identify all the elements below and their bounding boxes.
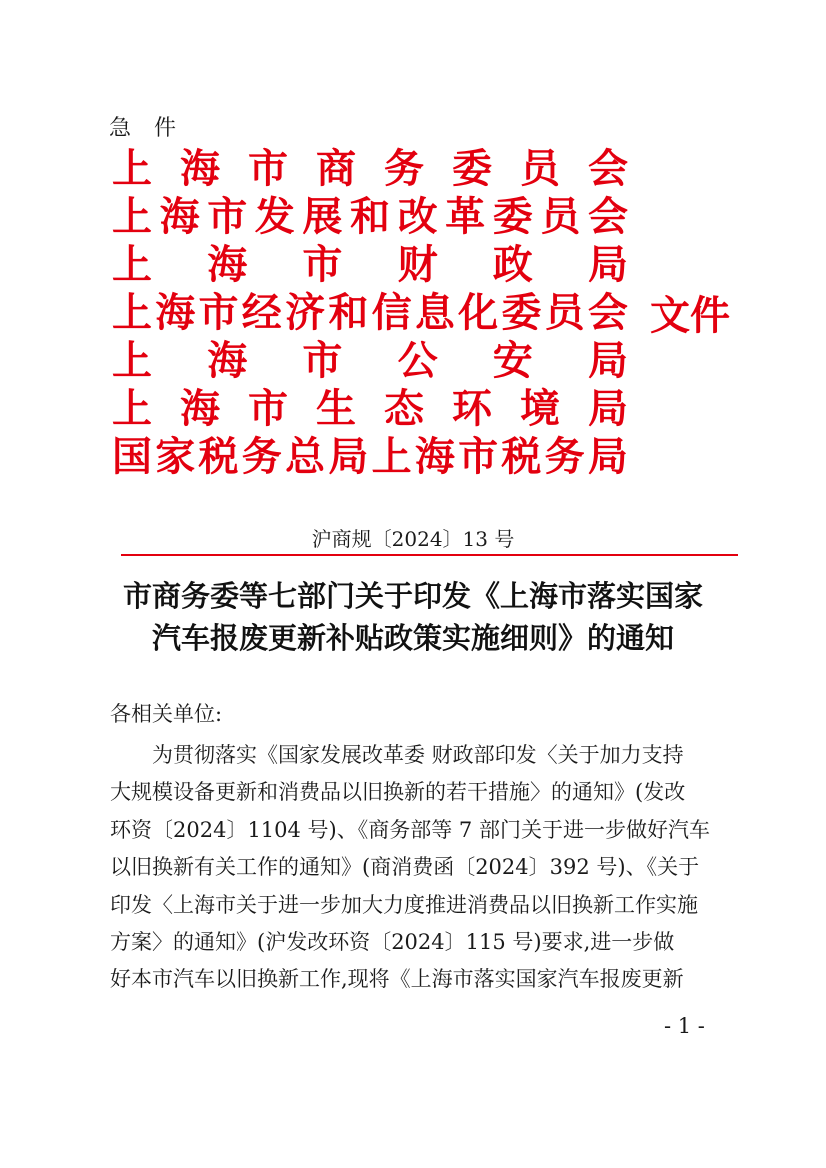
issuer-char: 海 <box>180 385 220 432</box>
issuer-char: 财 <box>397 241 438 288</box>
issuer-char: 员 <box>520 145 560 192</box>
issuer-line <box>112 289 628 337</box>
issuer-char: 化 <box>458 289 499 336</box>
urgency-label: 急 件 <box>109 116 184 141</box>
issuer-char: 上 <box>112 241 152 288</box>
issuer-char: 态 <box>384 385 424 432</box>
issuer-char: 国 <box>112 433 152 480</box>
issuer-char: 市 <box>248 145 288 192</box>
issuing-agencies <box>112 145 628 481</box>
issuer-char: 上 <box>112 289 152 336</box>
body-line: 环资〔2024〕1104 号)、《商务部等 7 部门关于进一步做好汽车 <box>110 817 710 842</box>
issuer-char: 上 <box>112 385 152 432</box>
issuer-char: 员 <box>540 193 581 240</box>
issuer-char: 生 <box>316 385 356 432</box>
body-line: 好本市汽车以旧换新工作,现将《上海市落实国家汽车报废更新 <box>110 967 684 992</box>
issuer-char: 市 <box>198 289 239 336</box>
issuer-char: 委 <box>501 289 542 336</box>
issuer-char: 上 <box>371 433 412 480</box>
issuer-char: 公 <box>397 337 438 384</box>
issuer-char: 海 <box>414 433 455 480</box>
issuer-line <box>112 193 628 241</box>
issuer-char: 务 <box>544 433 585 480</box>
issuer-char: 市 <box>248 385 288 432</box>
title-line: 汽车报废更新补贴政策实施细则》的通知 <box>151 621 674 655</box>
issuer-line <box>112 433 628 481</box>
issuer-char: 会 <box>588 145 628 192</box>
body-line: 为贯彻落实《国家发展改革委 财政部印发〈关于加力支持 <box>152 743 684 767</box>
issuer-char: 展 <box>302 193 343 240</box>
issuer-line <box>112 241 628 289</box>
issuer-line <box>112 337 628 385</box>
issuer-char: 海 <box>159 193 200 240</box>
issuer-char: 商 <box>316 145 356 192</box>
issuer-char: 海 <box>180 145 220 192</box>
issuer-char: 市 <box>458 433 499 480</box>
issuer-char: 税 <box>501 433 542 480</box>
body-paragraph <box>110 737 725 999</box>
issuer-char: 和 <box>349 193 390 240</box>
issuer-char: 息 <box>414 289 455 336</box>
issuer-char: 局 <box>587 433 628 480</box>
issuer-char: 上 <box>112 337 152 384</box>
issuer-char: 海 <box>207 241 248 288</box>
body-line: 印发〈上海市关于进一步加大力度推进消费品以旧换新工作实施 <box>110 892 698 917</box>
issuer-char: 市 <box>302 337 343 384</box>
issuer-char: 环 <box>452 385 492 432</box>
issuer-char: 市 <box>207 193 248 240</box>
issuer-char: 委 <box>452 145 492 192</box>
issuer-char: 局 <box>587 241 628 288</box>
issuer-char: 局 <box>328 433 369 480</box>
issuer-char: 海 <box>207 337 248 384</box>
issuer-char: 政 <box>492 241 533 288</box>
issuer-char: 发 <box>254 193 295 240</box>
page-number: - 1 - <box>664 1014 705 1038</box>
salutation: 各相关单位: <box>110 702 223 726</box>
issuer-char: 务 <box>384 145 424 192</box>
body-line: 大规模设备更新和消费品以旧换新的若干措施〉的通知》(发改 <box>110 780 686 805</box>
issuer-char: 员 <box>544 289 585 336</box>
issuer-char: 信 <box>371 289 412 336</box>
title-line: 市商务委等七部门关于印发《上海市落实国家 <box>122 579 703 613</box>
issuer-char: 会 <box>587 193 628 240</box>
issuer-line <box>112 145 628 193</box>
document-suffix: 文件 <box>650 292 730 339</box>
issuer-char: 局 <box>587 337 628 384</box>
document-title <box>80 575 746 659</box>
issuer-char: 和 <box>328 289 369 336</box>
issuer-char: 上 <box>112 145 152 192</box>
issuer-char: 税 <box>198 433 239 480</box>
document-number: 沪商规〔2024〕13 号 <box>311 527 515 551</box>
issuer-char: 市 <box>302 241 343 288</box>
issuer-char: 安 <box>492 337 533 384</box>
body-line: 以旧换新有关工作的通知》(商消费函〔2024〕392 号)、《关于 <box>110 855 700 880</box>
body-line: 方案〉的通知》(沪发改环资〔2024〕115 号)要求,进一步做 <box>110 929 675 954</box>
issuer-char: 上 <box>112 193 152 240</box>
issuer-char: 会 <box>587 289 628 336</box>
issuer-char: 总 <box>285 433 326 480</box>
issuer-char: 务 <box>241 433 282 480</box>
issuer-char: 委 <box>492 193 533 240</box>
issuer-char: 局 <box>588 385 628 432</box>
issuer-char: 改 <box>397 193 438 240</box>
issuer-line <box>112 385 628 433</box>
issuer-char: 革 <box>445 193 486 240</box>
issuer-char: 经 <box>241 289 282 336</box>
issuer-char: 境 <box>520 385 560 432</box>
issuer-char: 济 <box>285 289 326 336</box>
issuer-char: 海 <box>155 289 196 336</box>
red-divider <box>121 554 738 556</box>
issuer-char: 家 <box>155 433 196 480</box>
